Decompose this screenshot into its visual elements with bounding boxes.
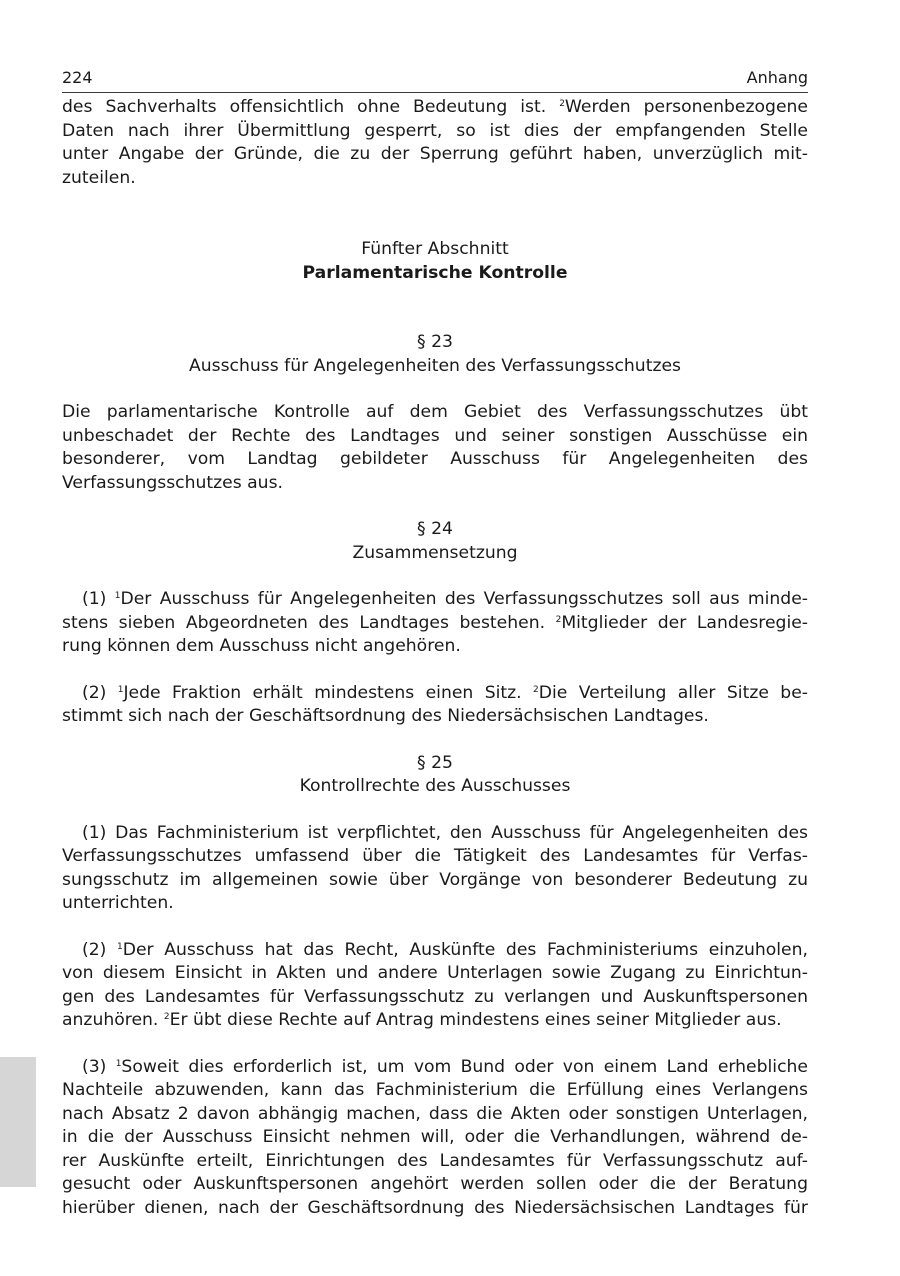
section-number-25: § 25 [417,752,453,773]
text-line: anzuhören. $^2$Er übt diese Rechte auf Antrag mindestens eines seiner Mitglieder aus. [62,1010,782,1030]
section-title-25: Kontrollrechte des Ausschusses [299,776,571,796]
text-line: Nachteile abzuwenden, kann das Fachministerium die Erfüllung eines Verlangens [62,1080,808,1100]
text-line: Verfassungsschutzes aus. [62,472,283,493]
section-title-23: Ausschuss für Angelegenheiten des Verfassungsschutzes [188,355,681,376]
chapter-title: Parlamentarische Kontrolle [302,262,568,283]
text-line: rung können dem Ausschuss nicht angehören. [62,636,461,656]
section-24-paragraph-1 [62,588,808,659]
text-line: nach Absatz 2 davon abhängig machen, dass die Akten oder sonstigen Unterlagen, [62,1103,808,1124]
text-line: (3) $^1$Soweit dies erforderlich ist, um vom Bund oder von einem Land erhebliche [82,1056,809,1077]
section-25-paragraph-2 [62,939,808,1033]
text-line: Verfassungsschutzes umfassend über die Tätigkeit des Landesamtes für Verfas- [62,846,808,866]
text-line: stimmt sich nach der Geschäftsordnung des Niedersächsischen Landtages. [62,706,709,726]
page-number: 224 [62,68,93,87]
section-24-paragraph-2 [62,682,808,729]
text-line: (1) $^1$Der Ausschuss für Angelegenheiten des Verfassungsschutzes soll aus minde- [82,589,808,609]
text-line: zuteilen. [62,167,136,188]
text-line: unter Angabe der Gründe, die zu der Sperrung geführt haben, unverzüglich mit- [62,144,808,164]
header-rule [62,92,808,93]
running-head: Anhang [746,68,808,87]
chapter-label: Fünfter Abschnitt [361,239,509,259]
text-line: von diesem Einsicht in Akten und andere Unterlagen sowie Zugang zu Einrichtun- [62,963,808,983]
text-line: gesucht oder Auskunftspersonen angehört werden sollen oder die der Beratung [62,1174,808,1194]
text-line: unterrichten. [62,893,174,913]
text-line: hierüber dienen, nach der Geschäftsordnung des Niedersächsischen Landtages für [62,1197,808,1218]
text-line: besonderer, vom Landtag gebildeter Ausschuss für Angelegenheiten des [62,449,808,469]
section-number-23: § 23 [417,332,453,352]
section-25-paragraph-1 [62,822,808,916]
intro-paragraph [62,96,808,190]
section-number-24: § 24 [417,519,453,539]
text-line: gen des Landesamtes für Verfassungsschutz zu verlangen und Auskunftspersonen [62,986,808,1007]
text-line: (1) Das Fachministerium ist verpflichtet, den Ausschuss für Angelegenheiten des [82,822,808,843]
side-thumb-tab [0,1057,36,1187]
page-body [62,96,808,1220]
section-title-24: Zusammensetzung [352,542,518,563]
text-line: rer Auskünfte erteilt, Einrichtungen des Landesamtes für Verfassungsschutz auf- [62,1150,808,1171]
text-line: stens sieben Abgeordneten des Landtages bestehen. $^2$Mitglieder der Landesregie- [62,612,808,633]
section-23-paragraph [62,401,808,495]
text-line: (2) $^1$Der Ausschuss hat das Recht, Auskünfte des Fachministeriums einzuholen, [82,939,808,960]
text-line: Die parlamentarische Kontrolle auf dem Gebiet des Verfassungsschutzes übt [62,402,808,422]
section-25-paragraph-3 [62,1056,808,1221]
text-line: des Sachverhalts offensichtlich ohne Bedeutung ist. $^2$Werden personenbezogene [62,97,808,117]
text-line: (2) $^1$Jede Fraktion erhält mindestens einen Sitz. $^2$Die Verteilung aller Sitze be- [82,682,808,703]
text-line: sungsschutz im allgemeinen sowie über Vorgänge von besonderer Bedeutung zu [62,869,808,890]
text-line: Daten nach ihrer Übermittlung gesperrt, so ist dies der empfangenden Stelle [62,120,808,141]
text-line: unbeschadet der Rechte des Landtages und seiner sonstigen Ausschüsse ein [62,425,808,446]
text-line: in die der Ausschuss Einsicht nehmen will, oder die Verhandlungen, während de- [62,1127,808,1147]
